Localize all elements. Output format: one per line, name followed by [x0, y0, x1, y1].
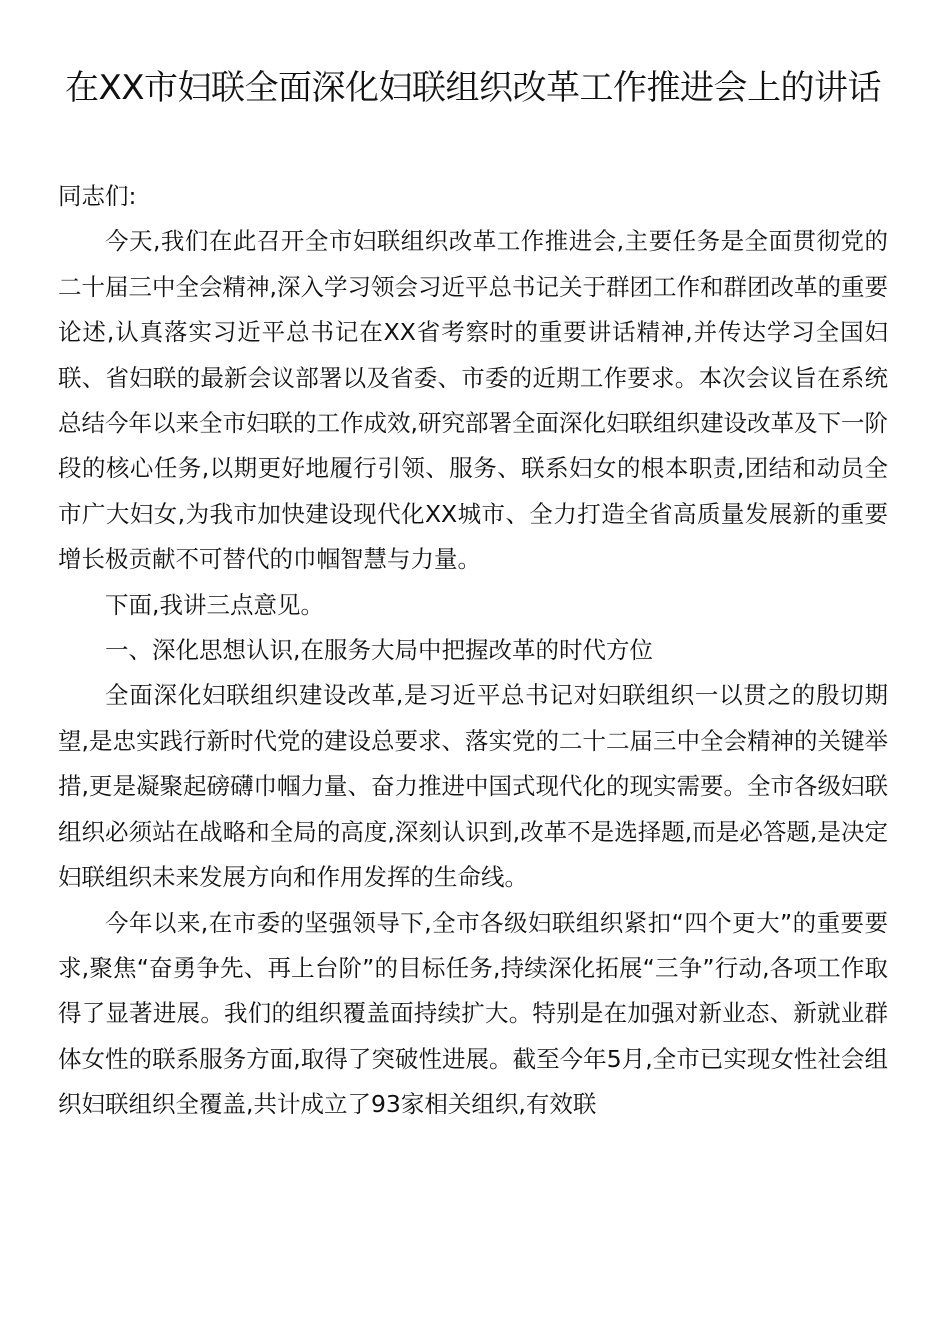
paragraph-progress: 今年以来,在市委的坚强领导下,全市各级妇联组织紧扣“四个更大”的重要要求,聚焦“奋勇争先、再上台阶”的目标任务,持续深化拓展“三争”行动,各项工作取得了显著进展。我们的组织覆盖面持续扩大。特别是在加强对新业态、新就业群体女性的联系服务方面,取得了突破性进展。截至今年5月,全市已实现女性社会组织妇联组织全覆盖,共计成立了93家相关组织,有效联 [58, 908, 888, 1119]
document-title: 在XX市妇联全面深化妇联组织改革工作推进会上的讲话 [64, 68, 882, 108]
section-heading-1: 一、深化思想认识,在服务大局中把握改革的时代方位 [105, 636, 653, 665]
document-body [58, 174, 888, 1128]
paragraph-reform-significance: 全面深化妇联组织建设改革,是习近平总书记对妇联组织一以贯之的殷切期望,是忠实践行新时代党的建设总要求、落实党的二十二届三中全会精神的关键举措,更是凝聚起磅礴巾帼力量、奋力推进中国式现代化的现实需要。全市各级妇联组织必须站在战略和全局的高度,深刻认识到,改革不是选择题,而是必答题,是决定妇联组织未来发展方向和作用发挥的生命线。 [58, 681, 888, 892]
salutation: 同志们: [58, 182, 137, 210]
paragraph-opening: 今天,我们在此召开全市妇联组织改革工作推进会,主要任务是全面贯彻党的二十届三中全会精神,深入学习领会习近平总书记关于群团工作和群团改革的重要论述,认真落实习近平总书记在XX省考察时的重要讲话精神,并传达学习全国妇联、省妇联的最新会议部署以及省委、市委的近期工作要求。本次会议旨在系统总结今年以来全市妇联的工作成效,研究部署全面深化妇联组织建设改革及下一阶段的核心任务,以期更好地履行引领、服务、联系妇女的根本职责,团结和动员全市广大妇女,为我市加快建设现代化XX城市、全力打造全省高质量发展新的重要增长极贡献不可替代的巾帼智慧与力量。 [58, 227, 888, 574]
paragraph-transition: 下面,我讲三点意见。 [105, 590, 324, 619]
